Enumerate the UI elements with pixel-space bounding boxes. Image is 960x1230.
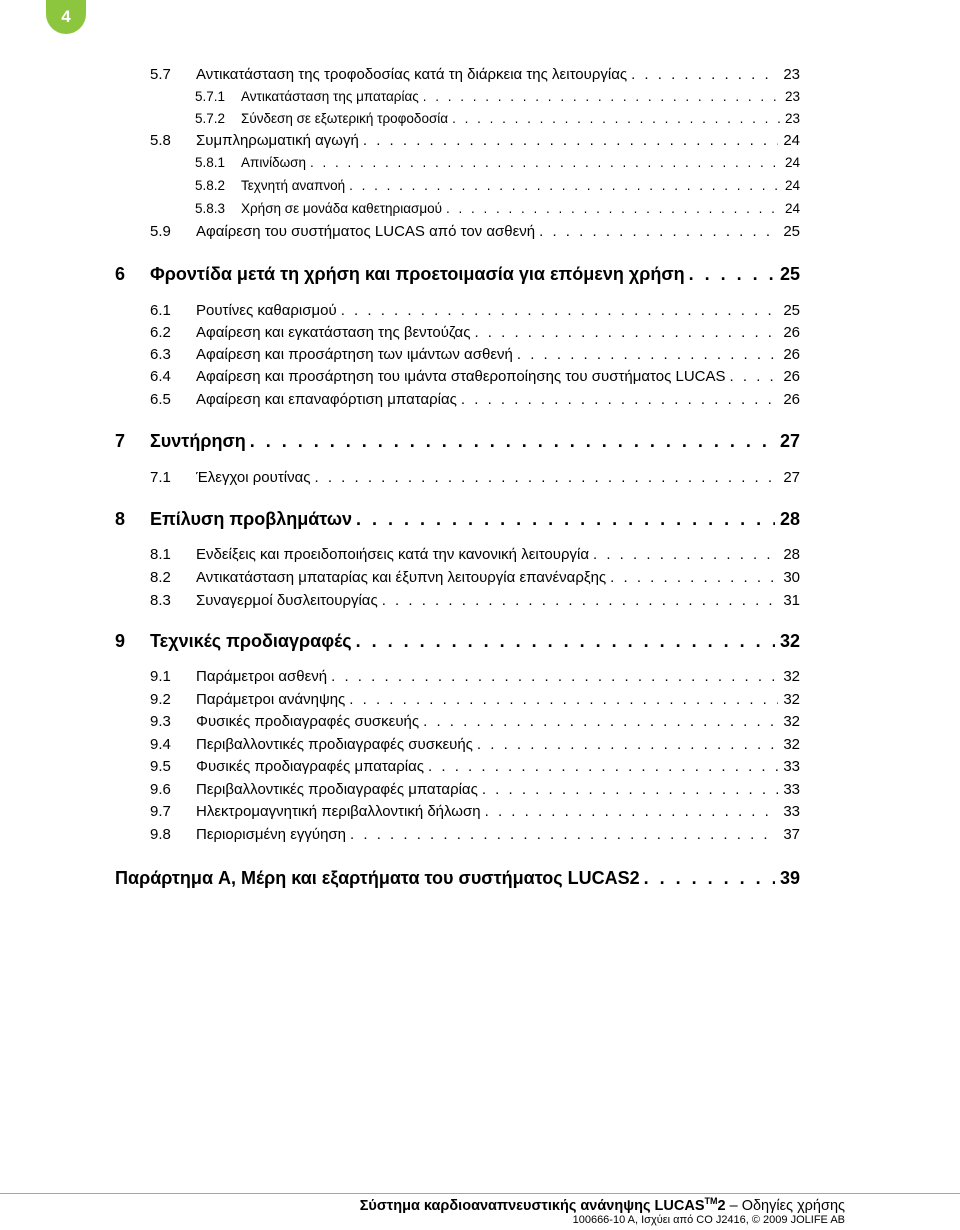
toc-number: 8 [115,509,126,529]
toc-page: 28 [783,546,800,563]
toc-title: Σύνδεση σε εξωτερική τροφοδοσία [241,111,449,126]
dot-leader [461,391,778,408]
toc-number: 8.3 [150,592,171,609]
footer-reference: 100666-10 A, Ισχύει από CO J2416, © 2009 JOLIFE AB [572,1214,845,1226]
dot-leader [485,803,779,820]
dot-leader [474,324,778,341]
toc-number: 5.9 [150,223,171,240]
toc-page: 37 [783,826,800,843]
footer-title [360,1196,845,1214]
toc-page: 32 [783,691,800,708]
dot-leader [593,546,778,563]
toc-entry-8-2[interactable] [150,569,800,586]
toc-title: Αντικατάσταση της τροφοδοσίας κατά τη διάρκεια της λειτουργίας [196,66,628,83]
toc-title: Αφαίρεση και προσάρτηση των ιμάντων ασθενή [196,346,513,363]
page-number: 4 [61,7,71,26]
toc-title: Ρουτίνες καθαρισμού [196,302,337,319]
toc-entry-5-7[interactable] [150,66,800,83]
toc-number: 6.3 [150,346,171,363]
toc-page: 25 [779,264,800,284]
toc-number: 5.8.2 [195,178,226,193]
dot-leader [310,155,780,170]
toc-page: 26 [783,346,800,363]
toc-page: 33 [783,758,800,775]
toc-number: 6.5 [150,391,171,408]
dot-leader [482,781,778,798]
toc-entry-9-8[interactable] [150,826,800,843]
toc-title: Έλεγχοι ρουτίνας [196,469,311,486]
toc-page: 26 [783,324,800,341]
toc-chapter-6[interactable] [115,264,800,285]
toc-title: Χρήση σε μονάδα καθετηριασμού [241,201,443,216]
footer-divider [0,1193,960,1194]
dot-leader [349,178,780,193]
toc-number: 6.2 [150,324,171,341]
toc-title: Απινίδωση [241,155,306,170]
toc-entry-5-8-2[interactable] [195,178,800,193]
toc-number: 8.1 [150,546,171,563]
toc-entry-9-7[interactable] [150,803,800,820]
footer-title-model: 2 [717,1197,726,1214]
dot-leader [349,691,778,708]
toc-page: 33 [783,781,800,798]
toc-number: 9.4 [150,736,171,753]
toc-title: Επίλυση προβλημάτων [150,509,353,529]
toc-entry-5-8-1[interactable] [195,155,800,170]
dot-leader [446,201,780,216]
toc-number: 9.6 [150,781,171,798]
dot-leader [610,569,778,586]
toc-title: Ενδείξεις και προειδοποιήσεις κατά την κανονική λειτουργία [196,546,590,563]
toc-number: 6 [115,264,126,284]
toc-title: Φροντίδα μετά τη χρήση και προετοιμασία για επόμενη χρήση [150,264,685,284]
toc-number: 5.7.1 [195,89,226,104]
toc-number: 7.1 [150,469,171,486]
toc-title: Περιβαλλοντικές προδιαγραφές συσκευής [196,736,473,753]
toc-page: 23 [783,66,800,83]
toc-page: 32 [783,668,800,685]
toc-chapter-8[interactable] [115,509,800,530]
toc-page: 23 [784,89,800,104]
toc-number: 9.8 [150,826,171,843]
toc-entry-5-7-1[interactable] [195,89,800,104]
toc-entry-9-6[interactable] [150,781,800,798]
toc-page: 24 [783,132,800,149]
toc-number: 9.1 [150,668,171,685]
toc-entry-5-8[interactable] [150,132,800,149]
dot-leader [423,89,780,104]
toc-entry-6-4[interactable] [150,368,800,385]
dot-leader [423,713,778,730]
dot-leader [428,758,778,775]
toc-number: 9.2 [150,691,171,708]
toc-entry-6-5[interactable] [150,391,800,408]
toc-page: 39 [779,868,800,888]
footer-title-suffix: – Οδηγίες χρήσης [729,1197,845,1214]
toc-number: 6.4 [150,368,171,385]
toc-title: Αντικατάσταση της μπαταρίας [241,89,419,104]
toc-page: 26 [783,368,800,385]
footer-title-main: Σύστημα καρδιοαναπνευστικής ανάνηψης LUCAS [359,1197,705,1214]
toc-number: 5.7.2 [195,111,226,126]
toc-number: 7 [115,431,126,451]
toc-number: 9.5 [150,758,171,775]
toc-number: 5.8.1 [195,155,226,170]
toc-entry-9-1[interactable] [150,668,800,685]
toc-title: Φυσικές προδιαγραφές συσκευής [196,713,420,730]
trademark-mark: TM [704,1196,718,1206]
page-number-badge [46,0,86,34]
toc-page: 27 [779,431,800,451]
toc-number: 5.8 [150,132,171,149]
toc-entry-8-3[interactable] [150,592,800,609]
toc-chapter-9[interactable] [115,631,800,652]
toc-title: Αφαίρεση και εγκατάσταση της βεντούζας [196,324,471,341]
toc-page: 23 [784,111,800,126]
toc-number: 5.7 [150,66,171,83]
toc-entry-9-4[interactable] [150,736,800,753]
toc-page: 25 [783,223,800,240]
toc-page: 32 [783,736,800,753]
toc-number: 9 [115,631,126,651]
toc-page: 31 [783,592,800,609]
toc-page: 28 [779,509,800,529]
dot-leader [315,469,779,486]
dot-leader [730,368,779,385]
dot-leader [356,509,775,530]
toc-title: Παράμετροι ασθενή [196,668,328,685]
dot-leader [382,592,779,609]
toc-title: Φυσικές προδιαγραφές μπαταρίας [196,758,425,775]
toc-chapter-7[interactable] [115,431,800,452]
dot-leader [517,346,778,363]
toc-title: Αφαίρεση και προσάρτηση του ιμάντα σταθεροποίησης του συστήματος LUCAS [196,368,726,385]
toc-page: 33 [783,803,800,820]
dot-leader [341,302,779,319]
toc-entry-9-5[interactable] [150,758,800,775]
toc-title: Συμπληρωματική αγωγή [196,132,359,149]
dot-leader [689,264,775,285]
toc-title: Τεχνικές προδιαγραφές [150,631,352,651]
toc-entry-6-3[interactable] [150,346,800,363]
toc-page: 25 [783,302,800,319]
toc-entry-6-1[interactable] [150,302,800,319]
toc-entry-9-3[interactable] [150,713,800,730]
toc-page: 27 [783,469,800,486]
dot-leader [452,111,780,126]
toc-number: 6.1 [150,302,171,319]
toc-entry-7-1[interactable] [150,469,800,486]
toc-entry-9-2[interactable] [150,691,800,708]
dot-leader [363,132,778,149]
toc-title: Περιβαλλοντικές προδιαγραφές μπαταρίας [196,781,478,798]
toc-entry-5-8-3[interactable] [195,201,800,216]
toc-page: 32 [779,631,800,651]
toc-title: Αφαίρεση και επαναφόρτιση μπαταρίας [196,391,457,408]
dot-leader [250,431,775,452]
dot-leader [331,668,778,685]
dot-leader [644,868,775,889]
toc-appendix-a[interactable] [115,868,800,889]
toc-page: 30 [783,569,800,586]
toc-number: 9.7 [150,803,171,820]
toc-title: Συντήρηση [150,431,246,451]
toc-title: Περιορισμένη εγγύηση [196,826,347,843]
dot-leader [350,826,778,843]
toc-page: 32 [783,713,800,730]
toc-entry-6-2[interactable] [150,324,800,341]
toc-page: 24 [784,155,800,170]
toc-page: 24 [784,201,800,216]
toc-number: 9.3 [150,713,171,730]
toc-title: Συναγερμοί δυσλειτουργίας [196,592,378,609]
dot-leader [356,631,775,652]
dot-leader [539,223,778,240]
toc-page: 24 [784,178,800,193]
toc-title: Αφαίρεση του συστήματος LUCAS από τον ασθενή [196,223,536,240]
toc-number: 8.2 [150,569,171,586]
dot-leader [631,66,778,83]
toc-title: Παράμετροι ανάνηψης [196,691,346,708]
toc-title: Αντικατάσταση μπαταρίας και έξυπνη λειτουργία επανέναρξης [196,569,607,586]
toc-page: 26 [783,391,800,408]
dot-leader [477,736,778,753]
toc-title: Ηλεκτρομαγνητική περιβαλλοντική δήλωση [196,803,481,820]
toc-number: 5.8.3 [195,201,226,216]
toc-title: Παράρτημα A, Μέρη και εξαρτήματα του συστήματος LUCAS2 [115,868,640,888]
toc-entry-5-9[interactable] [150,223,800,240]
toc-title: Τεχνητή αναπνοή [241,178,346,193]
toc-entry-5-7-2[interactable] [195,111,800,126]
toc-entry-8-1[interactable] [150,546,800,563]
